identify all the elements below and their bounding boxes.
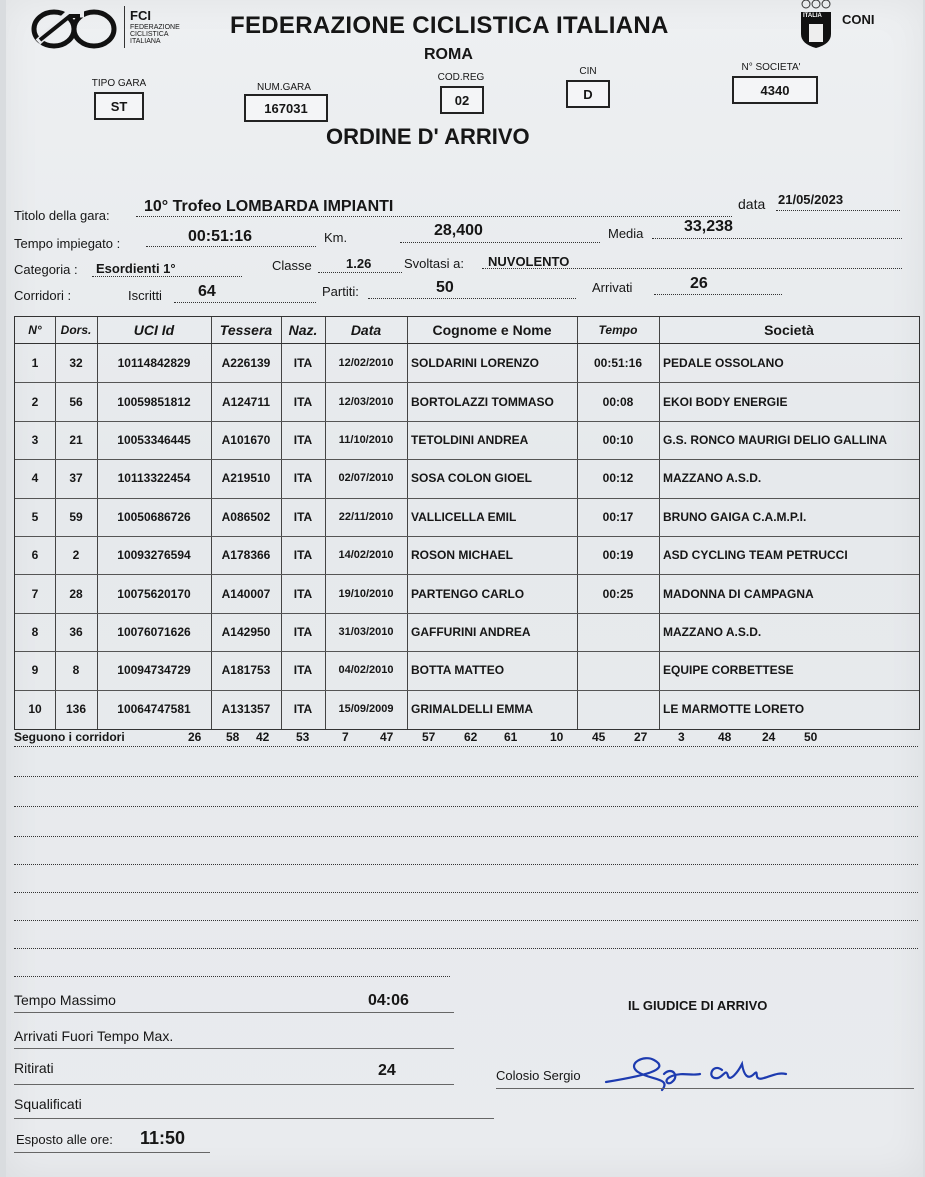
following-number: 58 xyxy=(226,730,240,744)
place-label: Svoltasi a: xyxy=(404,256,464,271)
following-label: Seguono i corridori xyxy=(14,730,125,744)
following-number: 3 xyxy=(678,730,685,744)
cell-data: 22/11/2010 xyxy=(338,510,394,523)
judge-signature-icon xyxy=(602,1052,792,1098)
table-row xyxy=(15,421,919,460)
blank-line-4 xyxy=(14,836,918,837)
code-box-num-gara: 167031 xyxy=(244,94,328,122)
cell-naz: ITA xyxy=(293,548,313,563)
cell-tempo xyxy=(577,651,659,689)
following-number: 7 xyxy=(342,730,349,744)
col-header-tempo: Tempo xyxy=(598,323,638,337)
fci-logo-short: FCI xyxy=(130,8,151,23)
table-header xyxy=(15,317,919,344)
table-row xyxy=(15,613,919,652)
enrolled-value: 64 xyxy=(198,283,216,300)
col-header-nome: Cognome e Nome xyxy=(432,322,552,338)
cell-naz: ITA xyxy=(293,356,313,371)
cell-data: 02/07/2010 xyxy=(338,472,394,485)
cell-societa: BRUNO GAIGA C.A.M.P.I. xyxy=(663,509,807,524)
cell-tessera: A142950 xyxy=(221,624,271,639)
cell-data: 11/10/2010 xyxy=(338,433,394,446)
cell-naz: ITA xyxy=(293,701,313,716)
cell-data: 14/02/2010 xyxy=(338,549,394,562)
disqualified-label: Squalificati xyxy=(14,1096,82,1112)
following-number: 47 xyxy=(380,730,394,744)
race-title-value: 10° Trofeo LOMBARDA IMPIANTI xyxy=(144,198,394,215)
code-label-num-gara: NUM.GARA xyxy=(257,82,311,93)
blank-line-9 xyxy=(14,976,450,977)
retired-label: Ritirati xyxy=(14,1060,54,1076)
cell-uci: 10114842829 xyxy=(117,356,191,371)
cell-dors: 2 xyxy=(72,548,80,563)
cell-n: 1 xyxy=(31,356,39,371)
following-number: 57 xyxy=(422,730,436,744)
cell-data: 12/02/2010 xyxy=(338,357,394,370)
table-row xyxy=(15,651,919,690)
media-label: Media xyxy=(608,226,644,241)
cell-tessera: A131357 xyxy=(221,701,271,716)
cell-societa: LE MARMOTTE LORETO xyxy=(663,701,805,716)
place-line xyxy=(482,268,902,269)
results-sheet xyxy=(6,0,923,1177)
cell-uci: 10094734729 xyxy=(117,663,191,678)
cell-data: 31/03/2010 xyxy=(338,625,394,638)
race-title-label: Titolo della gara: xyxy=(14,208,110,223)
cell-uci: 10059851812 xyxy=(117,394,191,409)
coni-rings-icon xyxy=(796,0,836,50)
cell-societa: PEDALE OSSOLANO xyxy=(663,356,784,371)
logo-divider xyxy=(124,6,125,48)
cell-naz: ITA xyxy=(293,394,313,409)
code-box-cod-reg: 02 xyxy=(440,86,484,114)
cell-tessera: A086502 xyxy=(221,509,271,524)
cell-societa: MAZZANO A.S.D. xyxy=(663,471,762,486)
cell-tessera: A124711 xyxy=(221,394,271,409)
judge-title: IL GIUDICE DI ARRIVO xyxy=(628,998,768,1013)
judge-line xyxy=(496,1088,914,1089)
cell-naz: ITA xyxy=(293,509,313,524)
max-time-label: Tempo Massimo xyxy=(14,992,116,1008)
out-of-time-line xyxy=(14,1048,454,1049)
race-date-line xyxy=(776,210,900,211)
cell-societa: MAZZANO A.S.D. xyxy=(663,624,762,639)
cell-tessera: A219510 xyxy=(221,471,271,486)
blank-line-3 xyxy=(14,806,918,807)
retired-value: 24 xyxy=(378,1062,396,1079)
cell-naz: ITA xyxy=(293,586,313,601)
cell-dors: 21 xyxy=(69,432,83,447)
cell-n: 9 xyxy=(31,663,39,678)
cell-uci: 10053346445 xyxy=(117,432,191,447)
table-row xyxy=(15,459,919,498)
category-value: Esordienti 1° xyxy=(96,261,176,276)
cell-tempo: 00:19 xyxy=(602,548,634,563)
cell-dors: 36 xyxy=(69,624,83,639)
cell-tempo: 00:10 xyxy=(602,432,634,447)
cell-tempo: 00:08 xyxy=(602,394,634,409)
blank-line-8 xyxy=(14,948,918,949)
cell-uci: 10076071626 xyxy=(117,624,191,639)
col-header-n: N° xyxy=(28,323,42,337)
posted-label: Esposto alle ore: xyxy=(16,1132,113,1147)
cell-tessera: A181753 xyxy=(221,663,271,678)
cell-tessera: A178366 xyxy=(221,548,271,563)
cell-tempo: 00:12 xyxy=(602,471,634,486)
cell-tempo: 00:25 xyxy=(602,586,634,601)
cell-societa: ASD CYCLING TEAM PETRUCCI xyxy=(663,548,848,563)
posted-value: 11:50 xyxy=(140,1128,186,1148)
cell-dors: 59 xyxy=(69,509,83,524)
cell-nome: BOTTA MATTEO xyxy=(411,663,505,678)
cell-tessera: A226139 xyxy=(221,356,271,371)
posted-line xyxy=(14,1152,210,1153)
class-value: 1.26 xyxy=(346,256,372,271)
code-box-cin: D xyxy=(566,80,610,108)
cell-n: 7 xyxy=(31,586,39,601)
following-number: 26 xyxy=(188,730,202,744)
cell-naz: ITA xyxy=(293,432,313,447)
blank-line-5 xyxy=(14,864,918,865)
cell-nome: VALLICELLA EMIL xyxy=(411,509,517,524)
cell-n: 10 xyxy=(28,701,42,716)
max-time-line xyxy=(14,1012,454,1013)
time-line xyxy=(146,246,316,247)
km-line xyxy=(400,242,600,243)
col-header-societa: Società xyxy=(764,322,814,338)
cell-uci: 10093276594 xyxy=(117,548,191,563)
following-number: 27 xyxy=(634,730,648,744)
cell-dors: 136 xyxy=(65,701,87,716)
results-table xyxy=(14,316,920,730)
cell-uci: 10064747581 xyxy=(117,701,191,716)
cell-tempo: 00:51:16 xyxy=(593,356,643,371)
started-label: Partiti: xyxy=(322,284,359,299)
cell-nome: GAFFURINI ANDREA xyxy=(411,624,531,639)
judge-name: Colosio Sergio xyxy=(496,1068,581,1083)
cell-dors: 37 xyxy=(69,471,83,486)
cell-tempo xyxy=(577,613,659,651)
km-label: Km. xyxy=(324,230,348,245)
blank-line-2 xyxy=(14,776,918,777)
cell-dors: 56 xyxy=(69,394,83,409)
cell-societa: MADONNA DI CAMPAGNA xyxy=(663,586,814,601)
cell-nome: PARTENGO CARLO xyxy=(411,586,525,601)
document-title: ORDINE D' ARRIVO xyxy=(326,124,530,149)
cell-n: 3 xyxy=(31,432,39,447)
col-header-tessera: Tessera xyxy=(219,322,273,338)
cell-uci: 10075620170 xyxy=(117,586,191,601)
cell-n: 6 xyxy=(31,548,39,563)
retired-line xyxy=(14,1084,454,1085)
cell-societa: EQUIPE CORBETTESE xyxy=(663,663,794,678)
coni-badge: ITALIA xyxy=(803,13,822,19)
following-number: 62 xyxy=(464,730,478,744)
cell-societa: EKOI BODY ENERGIE xyxy=(663,394,788,409)
col-header-uci: UCI Id xyxy=(133,322,175,338)
cell-n: 4 xyxy=(31,471,39,486)
cell-tempo xyxy=(577,690,659,728)
code-label-cin: CIN xyxy=(579,66,597,77)
cell-n: 5 xyxy=(31,509,39,524)
category-line xyxy=(92,276,242,277)
cell-data: 15/09/2009 xyxy=(338,702,394,715)
out-of-time-label: Arrivati Fuori Tempo Max. xyxy=(14,1028,174,1044)
following-number: 53 xyxy=(296,730,310,744)
following-number: 50 xyxy=(804,730,818,744)
table-row xyxy=(15,690,919,728)
cell-naz: ITA xyxy=(293,624,313,639)
federation-city: ROMA xyxy=(424,46,473,63)
cell-nome: ROSON MICHAEL xyxy=(411,548,513,563)
km-value: 28,400 xyxy=(434,222,483,239)
riders-label: Corridori : xyxy=(14,288,72,303)
enrolled-line xyxy=(174,302,316,303)
cell-n: 2 xyxy=(31,394,39,409)
cell-uci: 10113322454 xyxy=(117,471,191,486)
code-label-societa: N° SOCIETA' xyxy=(741,62,801,73)
cell-naz: ITA xyxy=(293,471,313,486)
cell-nome: SOSA COLON GIOEL xyxy=(411,471,532,486)
cell-dors: 28 xyxy=(69,586,83,601)
cell-nome: GRIMALDELLI EMMA xyxy=(411,701,533,716)
following-number: 61 xyxy=(504,730,518,744)
cell-societa: G.S. RONCO MAURIGI DELIO GALLINA xyxy=(663,432,887,447)
time-label: Tempo impiegato : xyxy=(14,236,121,251)
coni-text: CONI xyxy=(842,12,875,27)
cell-nome: TETOLDINI ANDREA xyxy=(411,432,529,447)
following-line-1 xyxy=(14,746,918,747)
following-number: 48 xyxy=(718,730,732,744)
blank-line-6 xyxy=(14,892,918,893)
arrived-line xyxy=(654,294,782,295)
class-line xyxy=(318,272,402,273)
following-number: 45 xyxy=(592,730,606,744)
cell-tempo: 00:17 xyxy=(602,509,634,524)
col-header-dors: Dors. xyxy=(60,323,92,337)
code-box-tipo-gara: ST xyxy=(94,92,144,120)
code-box-societa: 4340 xyxy=(732,76,818,104)
race-date-label: data xyxy=(738,196,766,212)
arrived-value: 26 xyxy=(690,275,708,292)
cell-data: 04/02/2010 xyxy=(338,664,394,677)
disqualified-line xyxy=(14,1118,494,1119)
fci-logo-long: FEDERAZIONE CICLISTICA ITALIANA xyxy=(130,24,180,45)
arrived-label: Arrivati xyxy=(592,280,633,295)
federation-title: FEDERAZIONE CICLISTICA ITALIANA xyxy=(230,12,669,39)
started-line xyxy=(368,298,576,299)
enrolled-label: Iscritti xyxy=(128,288,162,303)
race-title-line xyxy=(136,216,732,217)
table-row xyxy=(15,498,919,537)
time-value: 00:51:16 xyxy=(188,228,253,245)
max-time-value: 04:06 xyxy=(368,992,409,1009)
table-row xyxy=(15,382,919,421)
table-row xyxy=(15,344,919,383)
cell-tessera: A140007 xyxy=(221,586,271,601)
following-number: 10 xyxy=(550,730,564,744)
started-value: 50 xyxy=(436,279,454,296)
col-header-data: Data xyxy=(350,322,382,338)
class-label: Classe xyxy=(272,258,312,273)
media-value: 33,238 xyxy=(684,218,733,235)
following-number: 42 xyxy=(256,730,270,744)
blank-line-7 xyxy=(14,920,918,921)
following-number: 24 xyxy=(762,730,776,744)
table-row xyxy=(15,574,919,613)
cell-n: 8 xyxy=(31,624,39,639)
cell-nome: SOLDARINI LORENZO xyxy=(411,356,539,371)
media-line xyxy=(652,238,902,239)
cell-data: 19/10/2010 xyxy=(338,587,394,600)
fci-logo-icon xyxy=(28,6,120,52)
code-label-tipo-gara: TIPO GARA xyxy=(91,78,147,89)
cell-nome: BORTOLAZZI TOMMASO xyxy=(411,394,554,409)
cell-tessera: A101670 xyxy=(221,432,271,447)
cell-data: 12/03/2010 xyxy=(338,395,394,408)
cell-dors: 8 xyxy=(72,663,80,678)
table-row xyxy=(15,536,919,575)
code-label-cod-reg: COD.REG xyxy=(437,72,485,83)
race-date-value: 21/05/2023 xyxy=(778,192,844,207)
cell-uci: 10050686726 xyxy=(117,509,191,524)
cell-naz: ITA xyxy=(293,663,313,678)
col-header-naz: Naz. xyxy=(288,322,318,338)
category-label: Categoria : xyxy=(14,262,78,277)
place-value: NUVOLENTO xyxy=(488,254,570,269)
cell-dors: 32 xyxy=(69,356,83,371)
